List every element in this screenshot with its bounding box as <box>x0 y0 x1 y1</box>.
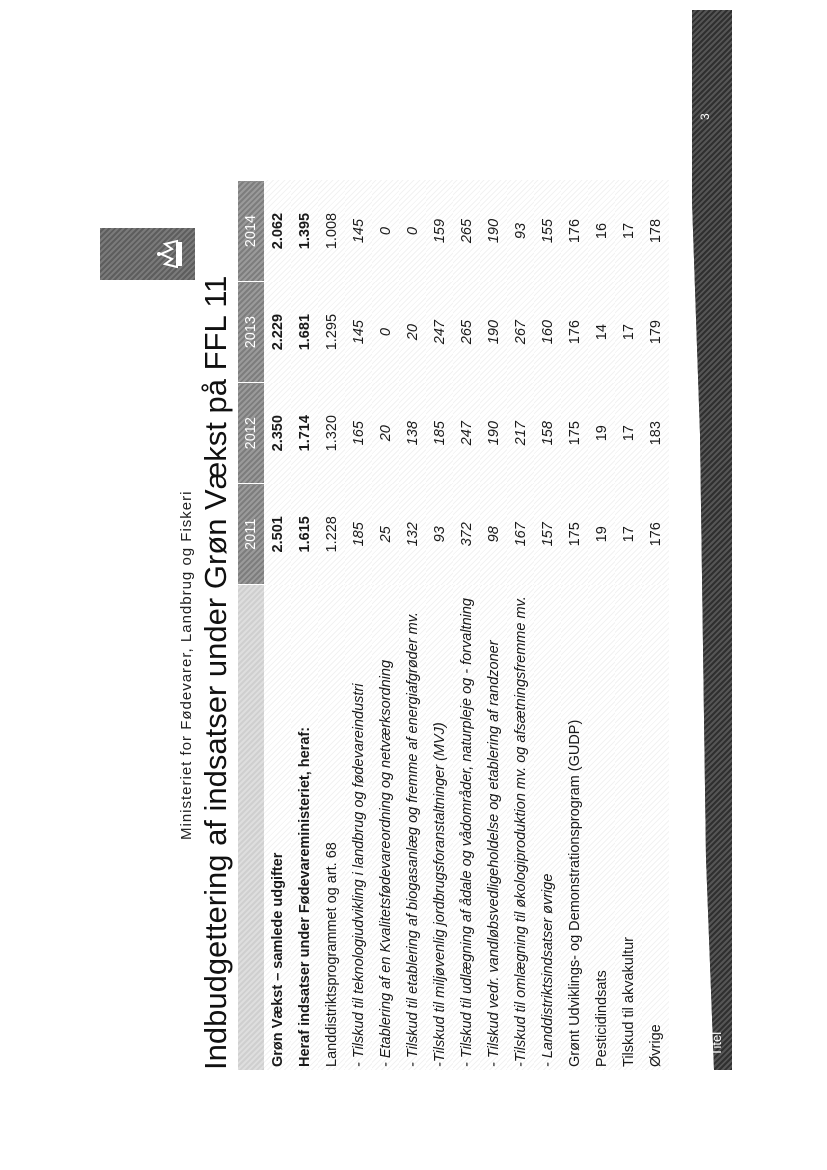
row-value: 176 <box>642 484 669 585</box>
table-row <box>372 181 399 1071</box>
footer-title: Titel <box>709 1031 724 1056</box>
row-value: 1.228 <box>318 484 345 585</box>
row-value: 175 <box>561 383 588 484</box>
table-row <box>561 181 588 1071</box>
crown-icon <box>155 237 185 271</box>
row-value: 1.615 <box>291 484 318 585</box>
row-value: 2.350 <box>264 383 291 484</box>
table-row <box>642 181 669 1071</box>
table-row <box>318 181 345 1071</box>
row-value: 17 <box>615 383 642 484</box>
row-value: 0 <box>399 181 426 282</box>
row-value: 160 <box>534 282 561 383</box>
ministry-name: Ministeriet for Fødevarer, Landbrug og Fiskeri <box>178 490 195 840</box>
row-value: 16 <box>588 181 615 282</box>
row-label: - Tilskud til udlægning af ådale og vådområder, naturpleje og - forvaltning <box>453 585 480 1070</box>
row-value: 1.714 <box>291 383 318 484</box>
row-value: 265 <box>453 181 480 282</box>
slide <box>100 10 730 1070</box>
row-value: 19 <box>588 383 615 484</box>
row-label: -Tilskud til omlægning til økologiproduktion mv. og afsætningsfremme mv. <box>507 585 534 1070</box>
row-value: 176 <box>561 181 588 282</box>
table-row <box>588 181 615 1071</box>
row-label: -Tilskud til miljøvenlig jordbrugsforanstaltninger (MVJ) <box>426 585 453 1070</box>
page-number: 3 <box>698 113 712 120</box>
row-value: 157 <box>534 484 561 585</box>
row-label: - Etablering af en Kvalitetsfødevareordning og netværksordning <box>372 585 399 1070</box>
row-value: 247 <box>426 282 453 383</box>
footer-band <box>692 10 732 1070</box>
row-value: 98 <box>480 484 507 585</box>
row-value: 185 <box>426 383 453 484</box>
year-header: 2013 <box>238 282 264 383</box>
row-value: 158 <box>534 383 561 484</box>
row-value: 1.320 <box>318 383 345 484</box>
row-value: 167 <box>507 484 534 585</box>
row-value: 93 <box>426 484 453 585</box>
row-value: 185 <box>345 484 372 585</box>
row-value: 17 <box>615 181 642 282</box>
row-value: 176 <box>561 282 588 383</box>
row-value: 93 <box>507 181 534 282</box>
page-title: Indbudgettering af indsatser under Grøn Vækst på FFL 11 <box>198 275 233 1070</box>
year-header: 2014 <box>238 181 264 282</box>
table-row <box>426 181 453 1071</box>
row-value: 20 <box>399 282 426 383</box>
row-value: 145 <box>345 181 372 282</box>
row-label: - Landdistriktsindsatser øvrige <box>534 585 561 1070</box>
row-value: 179 <box>642 282 669 383</box>
table-row <box>453 181 480 1071</box>
row-value: 247 <box>453 383 480 484</box>
table-header-row <box>238 181 264 1071</box>
row-value: 190 <box>480 282 507 383</box>
row-value: 183 <box>642 383 669 484</box>
table-body <box>264 181 669 1071</box>
row-label: Heraf indsatser under Fødevareministeriet, heraf: <box>291 585 318 1070</box>
row-value: 14 <box>588 282 615 383</box>
table-row <box>615 181 642 1071</box>
row-value: 190 <box>480 181 507 282</box>
row-value: 19 <box>588 484 615 585</box>
row-value: 159 <box>426 181 453 282</box>
row-value: 217 <box>507 383 534 484</box>
table-row <box>264 181 291 1071</box>
row-value: 132 <box>399 484 426 585</box>
row-value: 175 <box>561 484 588 585</box>
row-value: 17 <box>615 484 642 585</box>
table-row <box>507 181 534 1071</box>
row-label: Pesticidindsats <box>588 585 615 1070</box>
row-value: 2.062 <box>264 181 291 282</box>
row-value: 1.681 <box>291 282 318 383</box>
row-value: 1.395 <box>291 181 318 282</box>
row-label: - Tilskud vedr. vandløbsvedligeholdelse og etablering af randzoner <box>480 585 507 1070</box>
table-row <box>399 181 426 1071</box>
row-value: 190 <box>480 383 507 484</box>
row-value: 25 <box>372 484 399 585</box>
row-value: 2.229 <box>264 282 291 383</box>
row-value: 145 <box>345 282 372 383</box>
row-value: 0 <box>372 282 399 383</box>
row-value: 178 <box>642 181 669 282</box>
table-row <box>291 181 318 1071</box>
row-label: Grøn Vækst – samlede udgifter <box>264 585 291 1070</box>
table-row <box>345 181 372 1071</box>
row-value: 17 <box>615 282 642 383</box>
row-label: Øvrige <box>642 585 669 1070</box>
table-row <box>534 181 561 1071</box>
year-header: 2012 <box>238 383 264 484</box>
row-value: 138 <box>399 383 426 484</box>
row-value: 372 <box>453 484 480 585</box>
budget-table <box>238 180 669 1070</box>
row-value: 2.501 <box>264 484 291 585</box>
row-value: 1.295 <box>318 282 345 383</box>
table-row <box>480 181 507 1071</box>
row-value: 265 <box>453 282 480 383</box>
row-value: 267 <box>507 282 534 383</box>
ministry-logo <box>100 228 195 280</box>
row-value: 0 <box>372 181 399 282</box>
row-label: - Tilskud til etablering af biogasanlæg og fremme af energiafgrøder mv. <box>399 585 426 1070</box>
row-value: 155 <box>534 181 561 282</box>
year-header: 2011 <box>238 484 264 585</box>
row-value: 165 <box>345 383 372 484</box>
row-label: Landdistriktsprogrammet og art. 68 <box>318 585 345 1070</box>
row-label: Tilskud til akvakultur <box>615 585 642 1070</box>
row-value: 20 <box>372 383 399 484</box>
row-value: 1.008 <box>318 181 345 282</box>
label-column-header <box>238 585 264 1070</box>
row-label: - Tilskud til teknologiudvikling i landbrug og fødevareindustri <box>345 585 372 1070</box>
row-label: Grønt Udviklings- og Demonstrationsprogram (GUDP) <box>561 585 588 1070</box>
